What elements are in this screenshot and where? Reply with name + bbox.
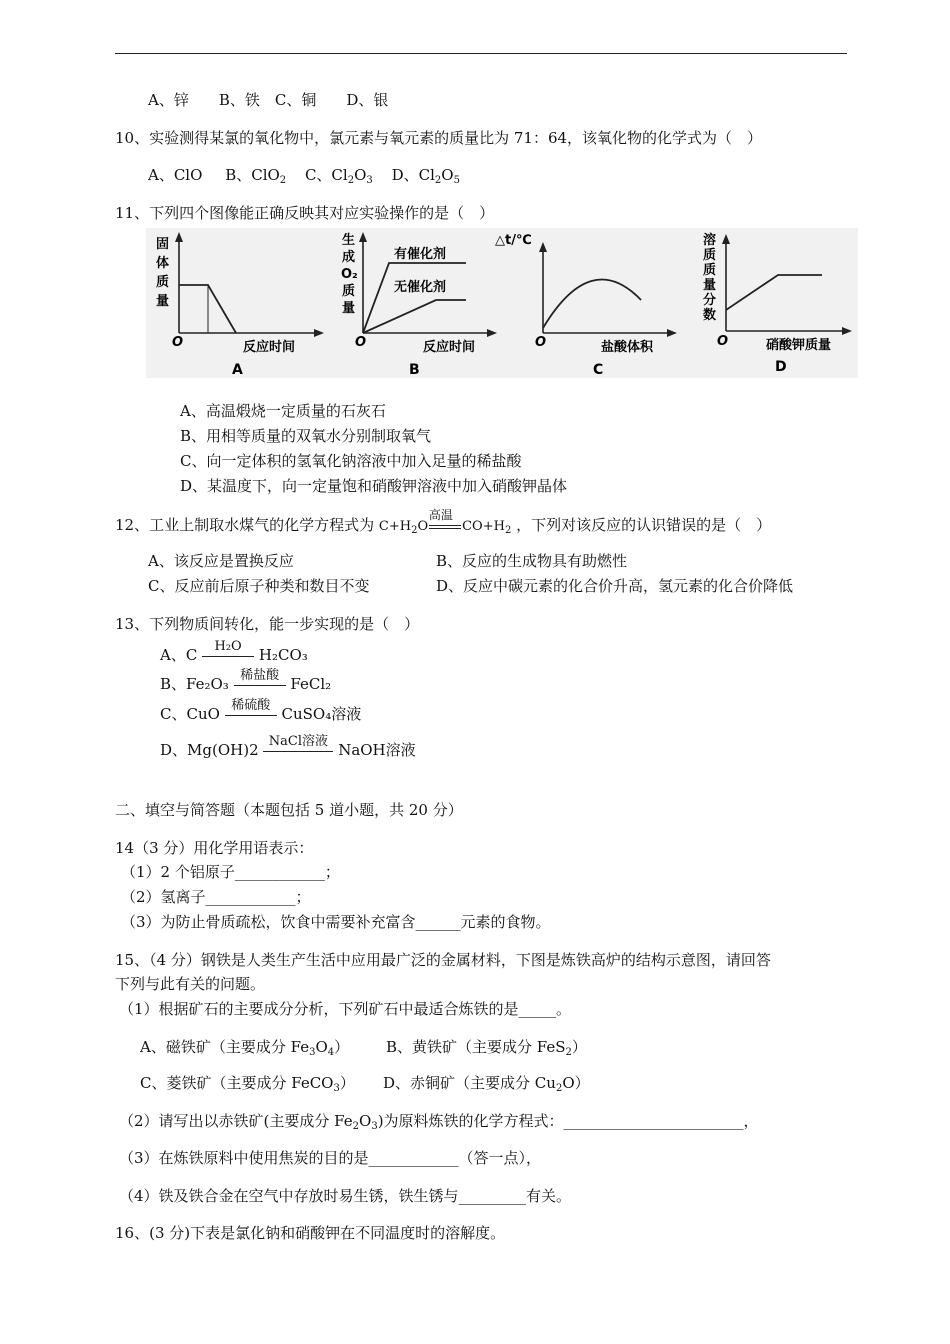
q11-option-d: D、某温度下，向一定量饱和硝酸钾溶液中加入硝酸钾晶体: [180, 477, 568, 495]
q11-option-c: C、向一定体积的氢氧化钠溶液中加入足量的稀盐酸: [180, 452, 522, 470]
graph-b-label-no-catalyst: 无催化剂: [394, 280, 447, 295]
header-rule: [115, 53, 847, 54]
graph-d-letter: D: [775, 359, 787, 375]
q14-item-2: （2）氢离子____________；: [121, 888, 311, 906]
q10-stem: 10、实验测得某氯的氧化物中，氯元素与氧元素的质量比为 71：64，该氧化物的化学式为（ ）: [115, 129, 763, 147]
graph-b-catalyst-line: [363, 263, 466, 333]
arrow-icon: 稀盐酸: [234, 678, 286, 692]
q15-part-1: （1）根据矿石的主要成分分析，下列矿石中最适合炼铁的是_____。: [119, 1000, 572, 1018]
q12-option-a: A、该反应是置换反应: [148, 552, 294, 570]
q10-option-c: C、Cl: [304, 166, 348, 184]
q15-stem-1: 15、（4 分）钢铁是人类生产生活中应用最广泛的金属材料，下图是炼铁高炉的结构示意图，请回答: [115, 951, 771, 969]
q12-option-b: B、反应的生成物具有助燃性: [436, 552, 628, 570]
arrow-icon: H₂O: [202, 649, 254, 663]
graph-d-xlabel: 硝酸钾质量: [766, 338, 832, 353]
graph-b: [341, 232, 497, 378]
q10-options: A、ClO B、ClO$_2$ C、$Cl_2O_3$ D、$Cl_2O_5$: [148, 166, 460, 186]
q15-option-a: A、磁铁矿（主要成分 $Fe_3O_4$）: [140, 1038, 350, 1058]
graph-a-xlabel: 反应时间: [243, 340, 296, 355]
graph-b-ylabel-5: 量: [342, 301, 356, 316]
q13-option-c: C、CuO 稀硫酸 CuSO₄溶液: [160, 698, 362, 723]
q14-item-1: （1）2 个铝原子____________；: [121, 863, 340, 881]
q15-option-d: D、赤铜矿（主要成分 $Cu_2O$）: [383, 1074, 590, 1094]
graph-a-ylabel-2: 体: [156, 256, 170, 271]
graph-a-letter: A: [232, 362, 243, 378]
graph-b-ylabel-3: O₂: [341, 267, 358, 282]
q15-option-b: B、黄铁矿（主要成分 FeS$_2$）: [386, 1038, 587, 1058]
q16-stem: 16、(3 分)下表是氯化钠和硝酸钾在不同温度时的溶解度。: [115, 1224, 506, 1242]
graph-a: [156, 232, 324, 378]
q12-equation: $C+H_2O$ $CO+H_2$ 高温: [379, 517, 511, 537]
graph-a-ylabel-4: 量: [156, 294, 170, 309]
graph-c-xlabel: 盐酸体积: [601, 340, 654, 355]
q12-option-d: D、反应中碳元素的化合价升高，氢元素的化合价降低: [436, 577, 794, 595]
graph-d: [703, 232, 852, 375]
q11-stem: 11、下列四个图像能正确反映其对应实验操作的是（ ）: [115, 204, 495, 222]
q14-item-3: （3）为防止骨质疏松，饮食中需要补充富含______元素的食物。: [121, 913, 551, 931]
graph-a-ylabel-3: 质: [156, 275, 170, 290]
q10-option-b: B、ClO: [225, 166, 280, 184]
graph-c-ylabel: △t/℃: [495, 233, 532, 248]
q12-stem-pre: 12、工业上制取水煤气的化学方程式为: [115, 516, 375, 534]
graph-c-origin: O: [535, 335, 547, 350]
q13-option-a: A、C H₂O H₂CO₃: [160, 639, 308, 664]
graph-b-ylabel-4: 质: [342, 284, 356, 299]
q10-option-d: D、Cl: [391, 166, 435, 184]
graph-a-origin: O: [172, 335, 184, 350]
graph-b-letter: B: [409, 362, 420, 378]
q15-part-4: （4）铁及铁合金在空气中存放时易生锈，铁生锈与_________有关。: [119, 1187, 572, 1205]
q13-option-d: D、Mg(OH)2 NaCl溶液 NaOH溶液: [160, 734, 416, 759]
q15-option-c: C、菱铁矿（主要成分 FeCO$_3$）: [140, 1074, 355, 1094]
graph-d-ylabel-2: 质: [703, 248, 717, 263]
graph-b-no-catalyst-line: [363, 300, 466, 333]
section-2-title: 二、填空与简答题（本题包括 5 道小题，共 20 分）: [115, 801, 463, 819]
graph-d-curve: [726, 275, 822, 310]
arrow-icon: NaCl溶液: [263, 744, 333, 758]
graph-b-ylabel-2: 成: [342, 250, 356, 265]
graph-b-label-catalyst: 有催化剂: [394, 247, 447, 262]
q11-option-a: A、高温煅烧一定质量的石灰石: [180, 402, 386, 420]
q15-stem-2: 下列与此有关的问题。: [115, 975, 266, 993]
graph-d-ylabel-4: 量: [703, 278, 717, 293]
q12-equation-condition: 高温: [428, 508, 453, 522]
q12-stem-post: ，下列对该反应的认识错误的是（ ）: [516, 516, 772, 534]
graph-d-origin: O: [717, 334, 729, 349]
q11-option-b: B、用相等质量的双氧水分别制取氧气: [180, 427, 432, 445]
graph-c: [495, 233, 677, 378]
q12-option-c: C、反应前后原子种类和数目不变: [148, 577, 370, 595]
graph-d-ylabel-3: 质: [703, 263, 717, 278]
arrow-icon: 稀硫酸: [225, 708, 277, 722]
graph-b-ylabel-1: 生: [342, 233, 356, 248]
graph-c-letter: C: [593, 362, 604, 378]
q11-graphs-figure: [146, 228, 858, 378]
graph-b-origin: O: [355, 335, 367, 350]
q15-part-3: （3）在炼铁原料中使用焦炭的目的是____________（答一点），: [119, 1149, 542, 1167]
graph-a-ylabel-1: 固: [156, 237, 170, 252]
q14-stem: 14（3 分）用化学用语表示：: [115, 839, 314, 857]
q13-option-b: B、Fe₂O₃ 稀盐酸 FeCl₂: [160, 668, 332, 693]
graph-d-ylabel-6: 数: [703, 308, 717, 323]
q12-stem: [115, 508, 772, 537]
graph-d-ylabel-1: 溶: [703, 233, 717, 248]
graph-d-ylabel-5: 分: [703, 293, 717, 308]
graph-b-xlabel: 反应时间: [423, 340, 476, 355]
q9-options: A、锌 B、铁 C、铜 D、银: [148, 91, 389, 109]
q15-part-2: （2）请写出以赤铁矿(主要成分 $Fe_2O_3$)为原料炼铁的化学方程式：________________________，: [119, 1112, 759, 1132]
q13-stem: 13、下列物质间转化，能一步实现的是（ ）: [115, 615, 420, 633]
graph-c-curve: [543, 280, 641, 328]
q10-option-a: A、ClO: [148, 166, 203, 184]
